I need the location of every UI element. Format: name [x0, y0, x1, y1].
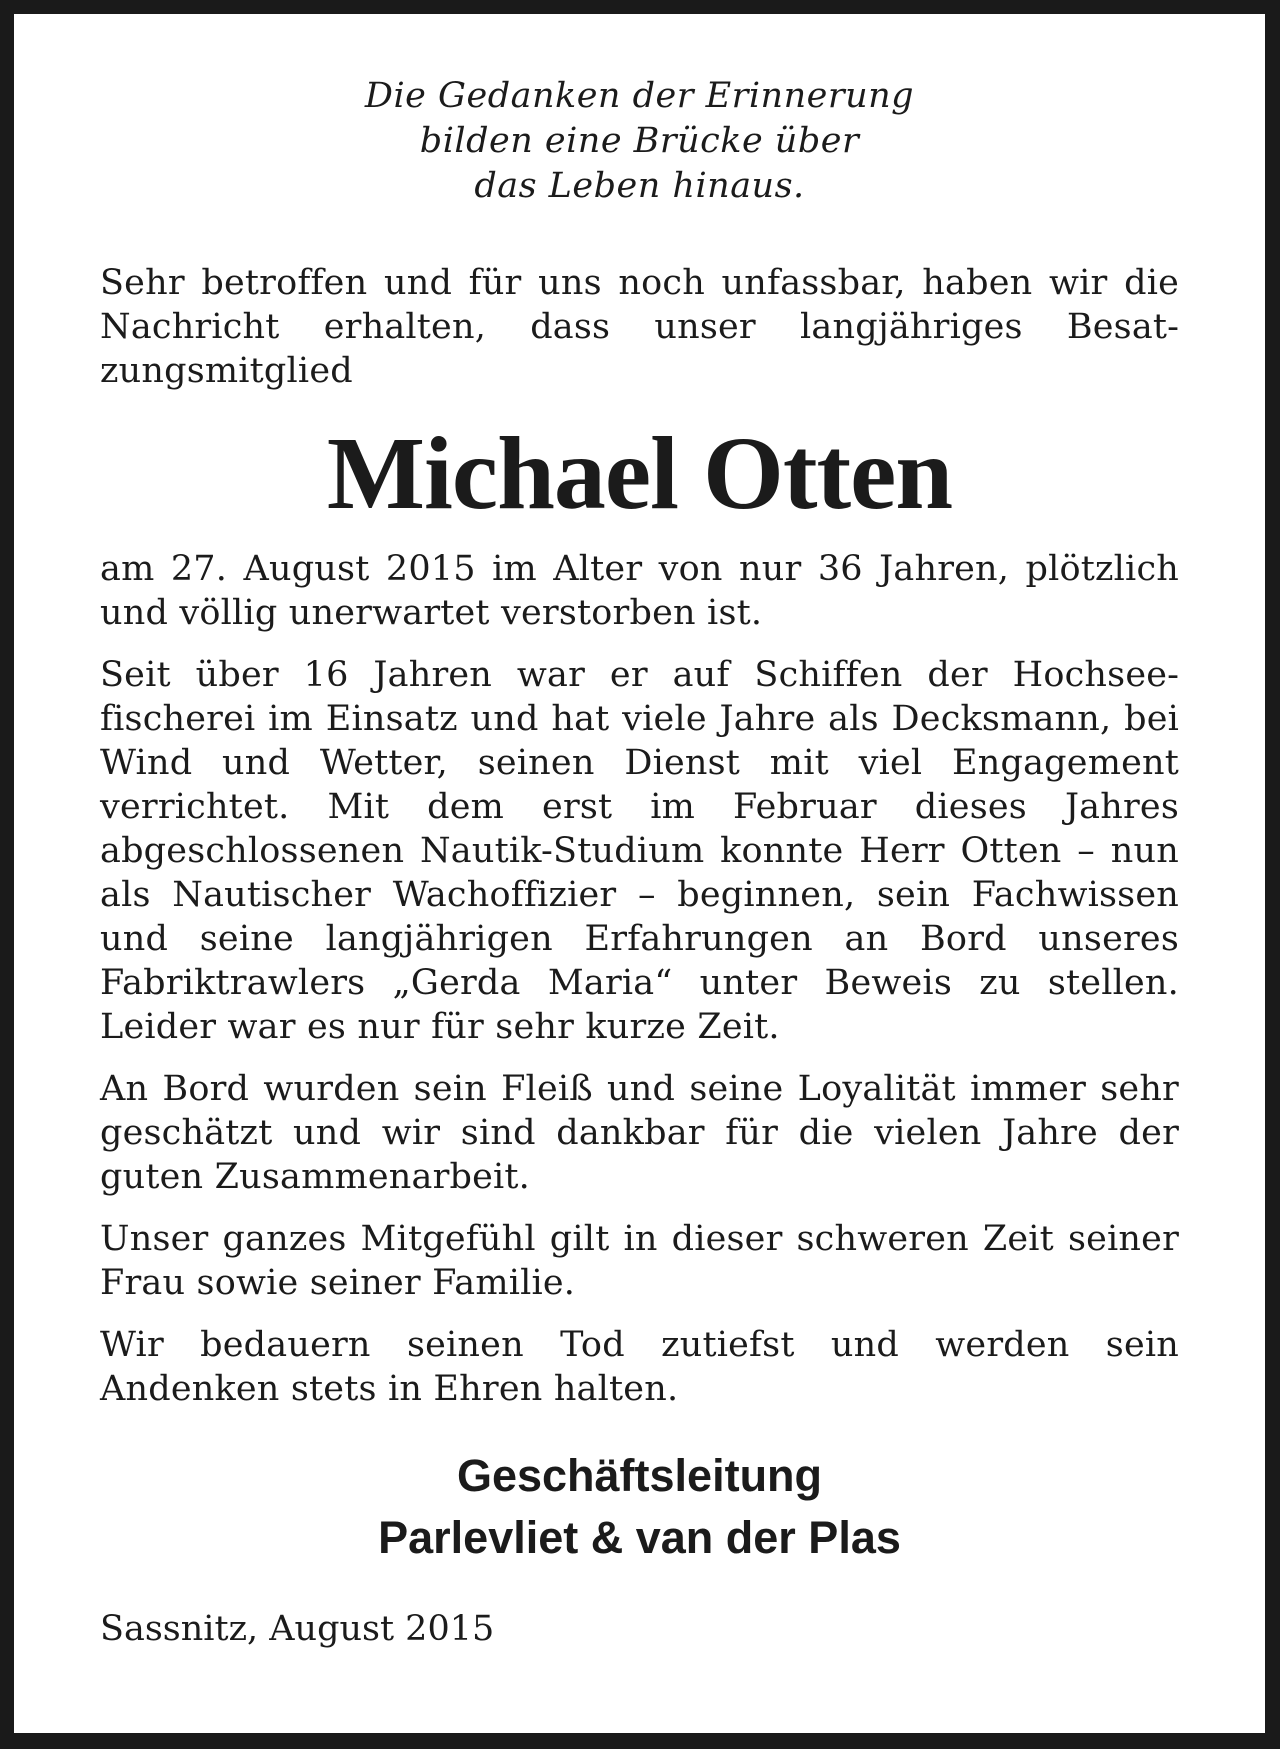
motto-line: das Leben hinaus.	[474, 166, 805, 206]
place-date: Sassnitz, August 2015	[100, 1609, 495, 1649]
motto-line: Die Gedanken der Erinnerung	[364, 76, 915, 116]
appreciation-paragraph: An Bord wurden sein Fleiß und seine Loyalität immer sehr geschätzt und wir sind dankbar für die vielen Jahre der guten Zusammenarbeit.	[100, 1069, 1179, 1197]
intro-paragraph: Sehr betroffen und für uns noch unfassbar, haben wir die Nachricht erhalten, dass unser langjähriges Besatzungsmitglied	[100, 263, 1179, 391]
obituary-notice	[14, 14, 1265, 1733]
death-paragraph: am 27. August 2015 im Alter von nur 36 Jahren, plötzlich und völlig unerwartet verstorben ist.	[100, 549, 1179, 633]
memorial-motto	[100, 74, 1179, 209]
condolence-paragraph: Unser ganzes Mitgefühl gilt in dieser schweren Zeit seiner Frau sowie seiner Familie.	[100, 1219, 1179, 1303]
motto-line: bilden eine Brücke über	[419, 121, 860, 161]
closing-paragraph: Wir bedauern seinen Tod zutiefst und werden sein Andenken stets in Ehren halten.	[100, 1325, 1179, 1409]
signature-management: Geschäftsleitung	[456, 1450, 823, 1501]
signature-company: Parlevliet & van der Plas	[378, 1512, 901, 1563]
deceased-name: Michael Otten	[326, 416, 953, 531]
signature-block	[100, 1445, 1179, 1569]
career-paragraph: Seit über 16 Jahren war er auf Schiffen der Hochseefischerei im Einsatz und hat viele Jahre als Decksmann, bei Wind und Wetter, seinen Dienst mit viel Engagement verrichtet. Mit dem erst im Februar dieses Jahres abgeschlossenen Nautik-Studium konnte Herr Otten – nun als Nautischer Wachoffizier – beginnen, sein Fachwissen und seine langjährigen Erfahrungen an Bord unseres Fabriktrawlers „Gerda Maria“ unter Beweis zu stellen. Leider war es nur für sehr kurze Zeit.	[100, 655, 1179, 1047]
